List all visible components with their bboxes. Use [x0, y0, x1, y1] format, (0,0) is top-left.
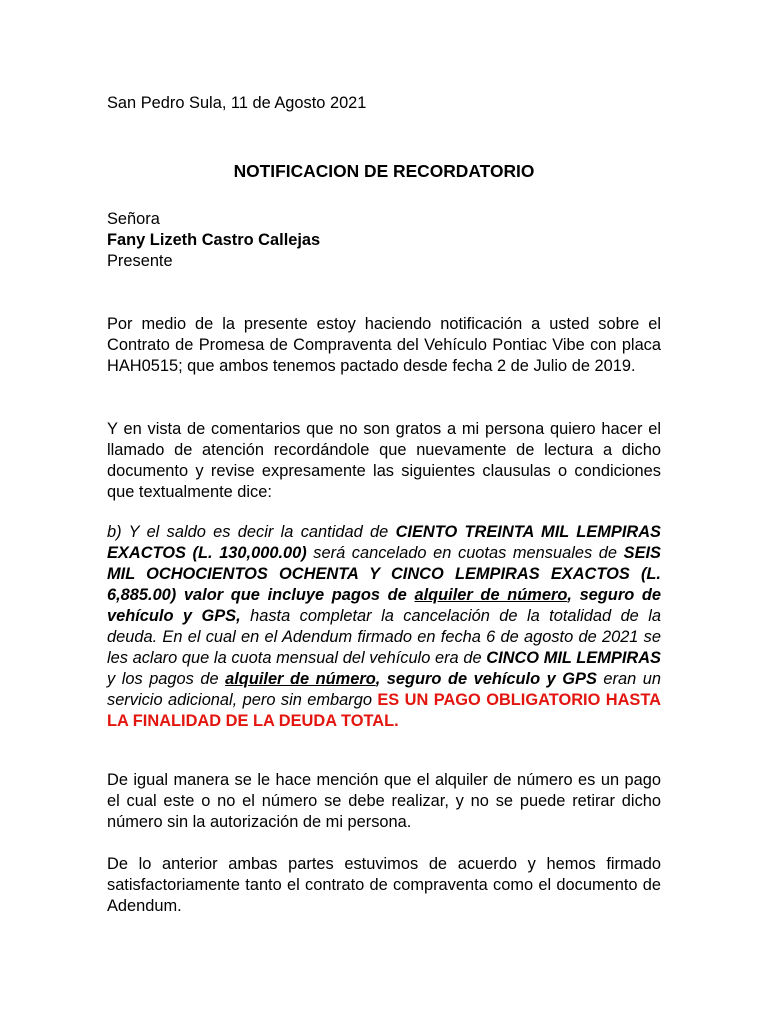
clause-bold-amount: CIENTO TREINTA MIL LEMPIRAS EXACTOS (L. 130,000.00) — [107, 523, 661, 562]
paragraph-attention: Y en vista de comentarios que no son gratos a mi persona quiero hacer el llamado de atención recordándole que nuevamente de lectura a dicho documento y revise expresamente las siguientes clausulas o condiciones que textualmente dice: — [107, 420, 661, 501]
clause-underline-rental: alquiler de número — [414, 586, 568, 604]
presente-line: Presente — [107, 252, 173, 270]
clause-bold-five-thousand: CINCO MIL LEMPIRAS — [486, 649, 661, 667]
clause-text: hasta completar la cancelación de la totalidad de la deuda. En el cual en el Adendum firmado en fecha 6 de agosto de 2021 se les aclaro que la cuota mensual del vehículo era de — [107, 607, 661, 667]
clause-text: b) Y el saldo es decir la cantidad de — [107, 523, 396, 541]
recipient-name: Fany Lizeth Castro Callejas — [107, 231, 321, 249]
paragraph-agreement: De lo anterior ambas partes estuvimos de acuerdo y hemos firmado satisfactoriamente tanto el contrato de compraventa como el documento de Adendum. — [107, 855, 661, 915]
paragraph-contract: Por medio de la presente estoy haciendo notificación a usted sobre el Contrato de Promesa de Compraventa del Vehículo Pontiac Vibe con placa HAH0515; que ambos tenemos pactado desde fecha 2 de Julio de 2019. — [107, 315, 661, 375]
paragraph-rental-number: De igual manera se le hace mención que el alquiler de número es un pago el cual este o no el número se debe realizar, y no se puede retirar dicho número sin la autorización de mi persona. — [107, 771, 661, 831]
clause-bold-monthly: SEIS MIL OCHOCIENTOS OCHENTA Y CINCO LEMPIRAS EXACTOS (L. 6,885.00) valor que incluye pagos de — [107, 544, 661, 604]
clause-bold-insurance: , seguro de vehículo y GPS — [375, 670, 597, 688]
clause-quote — [107, 522, 661, 732]
recipient-block — [107, 209, 661, 272]
clause-underline-rental: alquiler de número — [225, 670, 376, 688]
clause-text: eran un servicio adicional, pero sin embargo — [107, 670, 661, 709]
salutation: Señora — [107, 210, 160, 228]
clause-bold-insurance: , seguro de vehículo y GPS, — [107, 586, 662, 625]
page-title: NOTIFICACION DE RECORDATORIO — [233, 161, 535, 181]
date-line: San Pedro Sula, 11 de Agosto 2021 — [107, 94, 367, 112]
clause-text: será cancelado en cuotas mensuales de — [306, 544, 624, 562]
clause-text: y los pagos de — [107, 670, 226, 688]
clause-red-warning: ES UN PAGO OBLIGATORIO HASTA LA FINALIDAD DE LA DEUDA TOTAL. — [107, 691, 661, 730]
